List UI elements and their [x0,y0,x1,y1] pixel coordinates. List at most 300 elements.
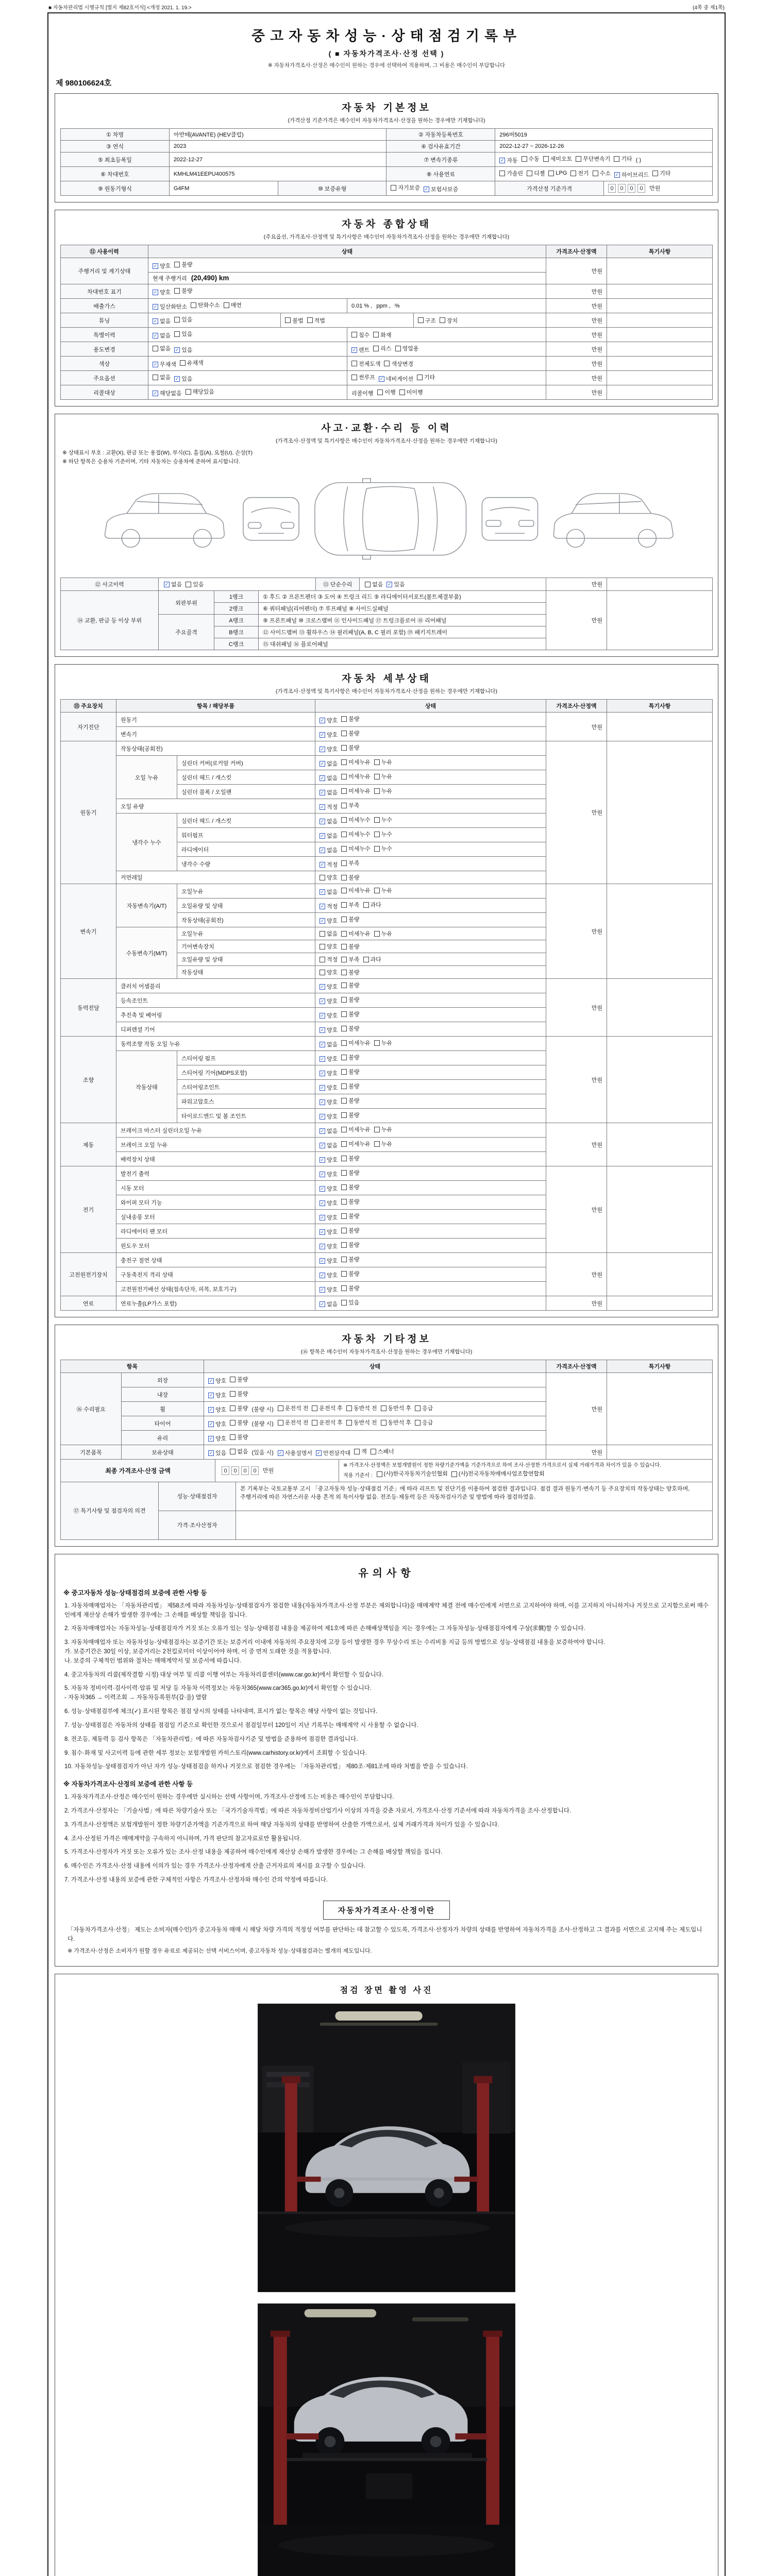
state-cell [148,371,347,385]
checkbox-icon: ✓ [379,376,384,381]
remark-cell [607,357,713,371]
state-cell [315,1022,546,1037]
garage-lift-photo-icon [258,2304,515,2576]
checkbox-icon: ✓ [209,1450,213,1455]
checkbox-unchecked[interactable] [285,316,303,325]
checkbox-checked[interactable] [278,1449,312,1457]
item-label: 고전원전기배선 상태(접속단자, 피복, 보호기구) [116,1282,315,1296]
checkbox-unchecked[interactable] [341,1226,359,1234]
checkbox-unchecked[interactable] [341,1082,359,1090]
checkbox-checked[interactable] [174,346,192,354]
checkbox-unchecked[interactable] [652,169,670,177]
checkbox-checked[interactable] [320,902,338,910]
checkbox-unchecked[interactable] [374,1039,392,1047]
checkbox-unchecked[interactable] [230,1418,248,1427]
field-options [495,167,713,181]
checkbox-icon [341,846,347,852]
checkbox-checked[interactable] [351,346,369,354]
field-text: (있음 시) [251,1449,274,1456]
checkbox-label: 양호 [327,944,338,950]
checkbox-checked[interactable] [320,759,338,768]
checkbox-unchecked[interactable] [363,901,381,909]
checkbox-unchecked[interactable] [278,1418,309,1427]
checkbox-unchecked[interactable] [374,886,392,894]
checkbox-unchecked[interactable] [346,1404,377,1412]
device-label: ⑯ 수리필요 [61,1373,122,1445]
item-label: 오일유량 및 상태 [177,953,315,966]
checkbox-unchecked[interactable] [341,942,359,951]
checkbox-unchecked[interactable] [186,580,204,588]
checkbox-unchecked[interactable] [174,286,192,295]
checkbox-label: 디젤 [534,171,545,177]
checkbox-unchecked[interactable] [351,331,369,339]
checkbox-unchecked[interactable] [341,1255,359,1263]
checkbox-checked[interactable] [208,1449,226,1457]
checkbox-unchecked[interactable] [341,1125,371,1133]
checkbox-checked[interactable] [320,745,338,753]
checkbox-unchecked[interactable] [230,1375,248,1383]
checkbox-checked[interactable] [320,1184,338,1193]
checkbox-icon: ✓ [320,760,325,766]
checkbox-label: 불량 [348,1199,360,1205]
checkbox-unchecked[interactable] [341,1197,359,1206]
checkbox-unchecked[interactable] [341,1067,359,1076]
checkbox-checked[interactable] [164,580,182,588]
remark-cell [607,371,713,385]
checkbox-label: 운전석 후 [319,1405,343,1412]
checkbox-unchecked[interactable] [341,844,371,853]
checkbox-label: 없음 [171,582,182,588]
checkbox-unchecked[interactable] [230,1389,248,1398]
checkbox-icon [417,375,423,380]
checkbox-checked[interactable] [320,1213,338,1222]
checkbox-unchecked[interactable] [522,155,540,163]
checkbox-label: 미이행 [406,389,423,396]
state-cell [315,842,546,857]
checkbox-checked[interactable] [320,716,338,724]
checkbox-unchecked[interactable] [341,758,371,766]
checkbox-unchecked[interactable] [341,801,359,809]
checkbox-unchecked[interactable] [341,1212,359,1220]
checkbox-icon: ✓ [320,1099,325,1105]
checkbox-unchecked[interactable] [341,1298,359,1307]
checkbox-checked[interactable] [386,580,405,588]
checkbox-icon: ✓ [320,1142,325,1148]
accident-history-table [60,578,713,650]
checkbox-unchecked[interactable] [312,1404,343,1412]
checkbox-unchecked[interactable] [351,373,375,381]
checkbox-unchecked[interactable] [341,743,359,752]
basic-info-table [60,128,713,196]
state-cell [347,299,546,313]
checkbox-label: 불량 [348,1228,360,1234]
checkbox-label: 양호 [327,718,338,724]
checkbox-checked[interactable] [320,1170,338,1178]
checkbox-checked[interactable] [208,1434,226,1443]
checkbox-label: 양호 [327,1229,338,1235]
checkbox-checked[interactable] [320,1069,338,1077]
table-row [61,129,713,141]
checkbox-checked[interactable] [153,317,171,325]
checkbox-unchecked[interactable] [320,968,338,976]
checkbox-checked[interactable] [379,375,413,383]
checkbox-unchecked[interactable] [341,1140,371,1148]
checkbox-checked[interactable] [208,1391,226,1399]
checkbox-checked[interactable] [320,917,338,925]
opinion-text [236,1511,713,1539]
table-row [61,371,713,385]
checkbox-unchecked[interactable] [346,1418,377,1427]
checkbox-label: 적정 [327,904,338,910]
checkbox-unchecked[interactable] [341,1284,359,1292]
checkbox-checked[interactable] [320,774,338,782]
checkbox-checked[interactable] [320,888,338,896]
checkbox-unchecked[interactable] [374,787,392,795]
checkbox-label: 불량 [348,1242,360,1248]
checkbox-checked[interactable] [424,185,458,193]
checkbox-checked[interactable] [320,788,338,796]
checkbox-checked[interactable] [153,389,182,397]
checkbox-checked[interactable] [153,331,171,340]
checkbox-checked[interactable] [320,1228,338,1236]
checkbox-checked[interactable] [320,817,338,825]
checkbox-unchecked[interactable] [374,758,392,766]
checkbox-checked[interactable] [174,375,192,383]
checkbox-unchecked[interactable] [341,830,371,838]
checkbox-unchecked[interactable] [365,580,383,588]
checkbox-icon: ✓ [320,1056,325,1061]
checkbox-label: 양호 [327,1200,338,1207]
checkbox-label: 사용설명서 [284,1450,312,1456]
checkbox-label: 매연 [230,302,242,309]
checkbox-icon: ✓ [320,1157,325,1162]
checkbox-unchecked[interactable] [451,1470,545,1479]
checkbox-label: 양호 [327,1114,338,1120]
state-cell [204,1387,546,1402]
checkbox-unchecked[interactable] [395,344,419,352]
checkbox-checked[interactable] [320,1156,338,1164]
checkbox-unchecked[interactable] [230,1433,248,1441]
checkbox-unchecked[interactable] [374,1125,392,1133]
checkbox-unchecked[interactable] [153,373,171,381]
checkbox-unchecked[interactable] [374,844,392,853]
field-text: % [394,302,400,309]
checkbox-checked[interactable] [208,1377,226,1385]
checkbox-unchecked[interactable] [341,1154,359,1162]
checkbox-unchecked[interactable] [320,942,338,951]
checkbox-unchecked[interactable] [415,1404,433,1412]
checkbox-unchecked[interactable] [341,1168,359,1177]
checkbox-checked[interactable] [320,860,338,869]
page-marker: (4쪽 중 제1쪽) [693,5,725,11]
checkbox-unchecked[interactable] [374,929,392,938]
checkbox-unchecked[interactable] [374,816,392,824]
checkbox-unchecked[interactable] [312,1418,343,1427]
checkbox-unchecked[interactable] [341,729,359,737]
section-overall-condition [55,210,718,406]
checkbox-unchecked[interactable] [384,360,413,368]
checkbox-icon [320,957,325,962]
checkbox-icon [374,788,380,794]
state-cell [315,1296,546,1311]
checkbox-label: 있음 [181,347,193,353]
checkbox-checked[interactable] [320,1011,338,1020]
checkbox-label: 네비게이션 [385,376,413,382]
checkbox-icon [341,1055,347,1060]
checkbox-icon [614,156,619,162]
checkbox-unchecked[interactable] [341,995,359,1004]
checkbox-unchecked[interactable] [230,1447,248,1455]
checkbox-unchecked[interactable] [576,155,610,163]
checkbox-unchecked[interactable] [174,330,192,338]
checkbox-icon [341,875,347,880]
item-label: 변속기 [116,727,315,741]
checkbox-label: 양호 [327,875,338,881]
checkbox-unchecked[interactable] [174,315,192,324]
notice-body [60,1588,713,1885]
checkbox-unchecked[interactable] [351,360,381,368]
checkbox-checked[interactable] [153,360,176,368]
checkbox-unchecked[interactable] [341,1111,359,1119]
final-price-table [60,1459,713,1482]
subgroup-label: 작동상태 [116,1051,177,1123]
state-cell [315,756,546,770]
checkbox-unchecked[interactable] [548,170,567,176]
item-label: 오일누유 [177,884,315,899]
section-note: (가격조사·산정액 및 특기사항은 매수인이 자동차가격조사·산정을 원하는 경우에만 기재합니다) [276,688,497,694]
checkbox-checked[interactable] [320,1098,338,1106]
checkbox-unchecked[interactable] [381,1418,412,1427]
checkbox-unchecked[interactable] [341,1010,359,1018]
checkbox-unchecked[interactable] [180,359,204,367]
checkbox-label: 누수 [381,832,393,838]
panel-group-name: 외판부위 [159,591,214,615]
checkbox-icon [153,375,158,380]
checkbox-checked[interactable] [320,1083,338,1092]
checkbox-unchecked[interactable] [371,1447,394,1455]
checkbox-checked[interactable] [320,1285,338,1294]
state-cell [148,328,347,342]
state-cell [315,828,546,842]
checkbox-icon: ✓ [209,1392,213,1398]
checkbox-label: 양호 [215,1436,227,1442]
checkbox-label: 있음 [348,1300,360,1306]
checkbox-unchecked[interactable] [417,373,435,381]
checkbox-checked[interactable] [320,803,338,811]
checkbox-checked[interactable] [316,1449,350,1457]
row-label: 차대번호 표기 [61,284,148,299]
notice-title: 유의사항 [358,1567,415,1579]
final-price-label: 최종 가격조사·산정 금액 [61,1460,215,1482]
checkbox-unchecked[interactable] [341,901,359,909]
checkbox-checked[interactable] [320,1040,338,1048]
checkbox-unchecked[interactable] [440,316,458,325]
subgroup-label: 수동변속기(M/T) [116,927,177,979]
checkbox-unchecked[interactable] [341,715,359,723]
checkbox-unchecked[interactable] [320,955,338,963]
checkbox-checked[interactable] [153,288,171,296]
checkbox-checked[interactable] [320,1141,338,1149]
checkbox-checked[interactable] [320,731,338,739]
checkbox-label: 미세누유 [348,931,371,937]
checkbox-unchecked[interactable] [341,915,359,923]
state-cell [315,1152,546,1166]
checkbox-unchecked[interactable] [391,183,420,192]
checkbox-icon [341,1127,347,1132]
checkbox-unchecked[interactable] [341,1183,359,1191]
checkbox-unchecked[interactable] [341,772,371,781]
opinion-label: ⑰ 특기사항 및 점검자의 의견 [61,1482,159,1539]
checkbox-unchecked[interactable] [153,344,171,352]
checkbox-label: 양호 [327,1186,338,1192]
state-cell [315,1224,546,1239]
checkbox-unchecked[interactable] [373,331,391,339]
checkbox-unchecked[interactable] [341,1096,359,1105]
table-row [61,741,713,756]
checkbox-unchecked[interactable] [341,1024,359,1032]
checkbox-icon [374,846,380,852]
checkbox-label: 미세누유 [348,1040,371,1046]
opinion-holder [60,1482,713,1540]
checkbox-unchecked[interactable] [341,955,359,963]
remark-cell [607,313,713,328]
checkbox-checked[interactable] [320,1112,338,1121]
checkbox-unchecked[interactable] [174,260,192,268]
checkbox-unchecked[interactable] [381,1404,412,1412]
checkbox-unchecked[interactable] [399,388,423,396]
checkbox-unchecked[interactable] [341,886,371,894]
checkbox-unchecked[interactable] [320,929,338,938]
price-cell: 만원 [546,342,607,357]
checkbox-unchecked[interactable] [341,873,359,882]
checkbox-icon [354,1449,360,1454]
checkbox-checked[interactable] [320,1242,338,1250]
top-reference-row [48,3,725,11]
checkbox-label: 화재 [380,332,392,338]
checkbox-unchecked[interactable] [354,1447,367,1455]
checkbox-checked[interactable] [320,1055,338,1063]
checkbox-unchecked[interactable] [341,816,371,824]
checkbox-unchecked[interactable] [341,1039,371,1047]
checkbox-icon: ✓ [320,918,325,923]
checkbox-checked[interactable] [153,302,187,311]
field-label: ④ 검사유효기간 [386,141,495,152]
checkbox-unchecked[interactable] [341,1241,359,1249]
checkbox-checked[interactable] [320,1257,338,1265]
checkbox-unchecked[interactable] [374,772,392,781]
checkbox-icon [418,317,424,323]
checkbox-label: 불법 [292,317,304,324]
checkbox-label: 미세누수 [348,832,371,838]
price-digit-box: 0 [231,1466,239,1475]
price-cell: 만원 [546,1166,607,1253]
checkbox-unchecked[interactable] [593,169,611,177]
item-label: 작동상태 [177,966,315,979]
field-label: ⑤ 최초등록일 [61,152,170,167]
checkbox-checked[interactable] [320,982,338,991]
checkbox-unchecked[interactable] [186,387,215,396]
checkbox-checked[interactable] [320,1199,338,1207]
checkbox-unchecked[interactable] [377,388,395,396]
checkbox-unchecked[interactable] [527,169,545,177]
remark-cell [607,741,713,884]
item-label: 스티어링 펌프 [177,1051,315,1065]
checkbox-checked[interactable] [320,1127,338,1135]
checkbox-unchecked[interactable] [278,1404,309,1412]
checkbox-unchecked[interactable] [374,830,392,838]
notice-item: 1. 자동차가격조사·산정은 매수인이 원하는 경우에만 실시하는 선택 사항이며, 가격조사·산정에 드는 비용은 매수인이 부담합니다. [64,1794,394,1801]
etc-info-table [60,1360,713,1460]
checkbox-unchecked[interactable] [320,873,338,882]
checkbox-icon [341,1026,347,1031]
checkbox-unchecked[interactable] [341,1269,359,1278]
checkbox-checked[interactable] [320,997,338,1005]
checkbox-icon [341,832,347,837]
checkbox-label: 없음 [327,848,338,854]
checkbox-unchecked[interactable] [341,981,359,989]
checkbox-unchecked[interactable] [373,344,391,352]
checkbox-checked[interactable] [320,1300,338,1308]
row-label: 주요옵션 [61,371,148,385]
car-side-right-view [553,494,673,547]
state-cell [315,953,546,966]
checkbox-checked[interactable] [320,1026,338,1034]
checkbox-unchecked[interactable] [341,859,359,867]
checkbox-unchecked[interactable] [224,301,242,309]
field-label: 가격산정 기준가격 [495,181,604,196]
checkbox-icon: ✓ [153,303,158,309]
checkbox-label: 적법 [314,317,325,324]
checkbox-checked[interactable] [320,1271,338,1279]
checkbox-label: 스패너 [377,1449,394,1455]
checkbox-unchecked[interactable] [341,929,371,938]
checkbox-unchecked[interactable] [614,155,632,163]
checkbox-unchecked[interactable] [418,316,436,325]
checkbox-unchecked[interactable] [570,169,589,177]
checkbox-checked[interactable] [208,1420,226,1428]
checkbox-icon [230,1449,236,1454]
checkbox-unchecked[interactable] [230,1404,248,1412]
checkbox-checked[interactable] [320,832,338,840]
checkbox-unchecked[interactable] [377,1470,448,1479]
checkbox-unchecked[interactable] [363,955,381,963]
checkbox-unchecked[interactable] [543,155,573,163]
checkbox-unchecked[interactable] [499,169,523,177]
state-cell [148,299,347,313]
checkbox-unchecked[interactable] [191,301,220,309]
checkbox-unchecked[interactable] [374,1140,392,1148]
table-row [61,1296,713,1311]
checkbox-checked[interactable] [208,1405,226,1414]
checkbox-checked[interactable] [153,262,171,270]
checkbox-checked[interactable] [499,156,517,164]
row-label: 특별이력 [61,328,148,342]
panel-group-name: 주요골격 [159,615,214,650]
field-text: ppm , [376,302,391,309]
checkbox-unchecked[interactable] [307,316,325,325]
checkbox-icon: ✓ [320,775,325,781]
checkbox-checked[interactable] [320,846,338,854]
price-cell: 만원 [546,713,607,741]
checkbox-unchecked[interactable] [415,1418,433,1427]
checkbox-label: 이행 [384,389,396,396]
checkbox-checked[interactable] [614,171,649,179]
checkbox-unchecked[interactable] [341,787,371,795]
checkbox-label: 누유 [381,759,393,766]
checkbox-unchecked[interactable] [341,968,359,976]
checkbox-unchecked[interactable] [341,1053,359,1061]
price-definition [60,1901,713,1956]
